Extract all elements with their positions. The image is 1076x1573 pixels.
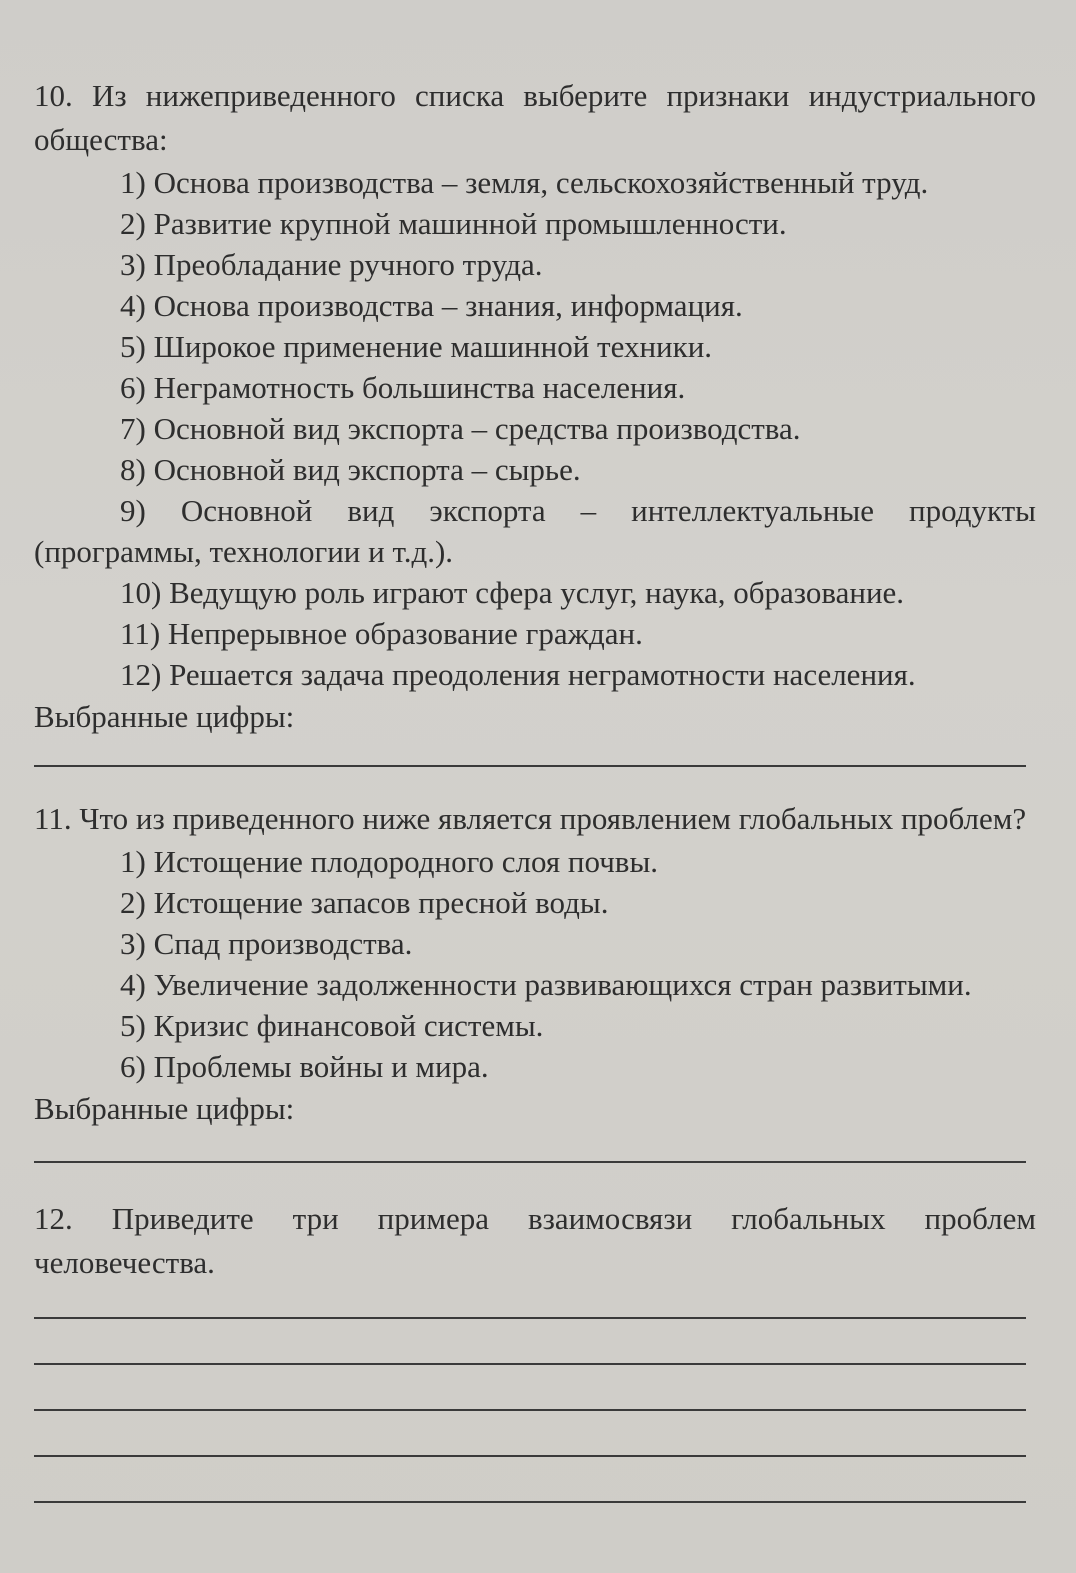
option-item: 5) Широкое применение машинной техники. [120, 329, 713, 364]
task-10-question: 10. Из нижеприведенного списка выберите признаки индустриального общества: [34, 78, 1036, 157]
task-10-answer-line[interactable] [34, 765, 1026, 767]
task-11 [34, 797, 1036, 1163]
option-item: 2) Развитие крупной машинной промышленности. [120, 206, 787, 241]
option-item: 4) Основа производства – знания, информация. [120, 288, 743, 323]
answer-line[interactable] [34, 1501, 1026, 1503]
task-12-answer-lines [34, 1317, 1036, 1503]
option-item: 4) Увеличение задолженности развивающихся стран развитыми. [120, 967, 972, 1002]
answer-line[interactable] [34, 1317, 1026, 1319]
option-item: 10) Ведущую роль играют сфера услуг, наука, образование. [120, 575, 905, 610]
answer-line[interactable] [34, 1363, 1026, 1365]
option-item: 2) Истощение запасов пресной воды. [120, 885, 609, 920]
option-item: 7) Основной вид экспорта – средства производства. [120, 411, 801, 446]
answer-line[interactable] [34, 1455, 1026, 1457]
answer-line[interactable] [34, 1409, 1026, 1411]
option-item: 3) Преобладание ручного труда. [120, 247, 543, 282]
option-item: 6) Неграмотность большинства населения. [120, 370, 686, 405]
option-item: 11) Непрерывное образование граждан. [120, 616, 643, 651]
option-item: 6) Проблемы войны и мира. [120, 1049, 489, 1084]
task-11-answer-line[interactable] [34, 1161, 1026, 1163]
option-item: 1) Основа производства – земля, сельскохозяйственный труд. [120, 165, 929, 200]
task-10 [34, 74, 1036, 767]
option-item: 3) Спад производства. [120, 926, 413, 961]
task-10-answer-label: Выбранные цифры: [34, 699, 295, 734]
task-12 [34, 1197, 1036, 1503]
option-item: 12) Решается задача преодоления неграмотности населения. [120, 657, 916, 692]
task-11-options [34, 841, 1036, 1087]
task-11-answer-label: Выбранные цифры: [34, 1091, 295, 1126]
option-item: 5) Кризис финансовой системы. [120, 1008, 544, 1043]
option-item: 9) Основной вид экспорта – интеллектуальные продукты (программы, технологии и т.д.). [34, 493, 1036, 569]
option-item: 1) Истощение плодородного слоя почвы. [120, 844, 659, 879]
task-11-question: 11. Что из приведенного ниже является проявлением глобальных проблем? [34, 801, 1027, 836]
task-12-question: 12. Приведите три примера взаимосвязи глобальных проблем человечества. [34, 1201, 1036, 1280]
task-10-options [34, 162, 1036, 695]
option-item: 8) Основной вид экспорта – сырье. [120, 452, 581, 487]
